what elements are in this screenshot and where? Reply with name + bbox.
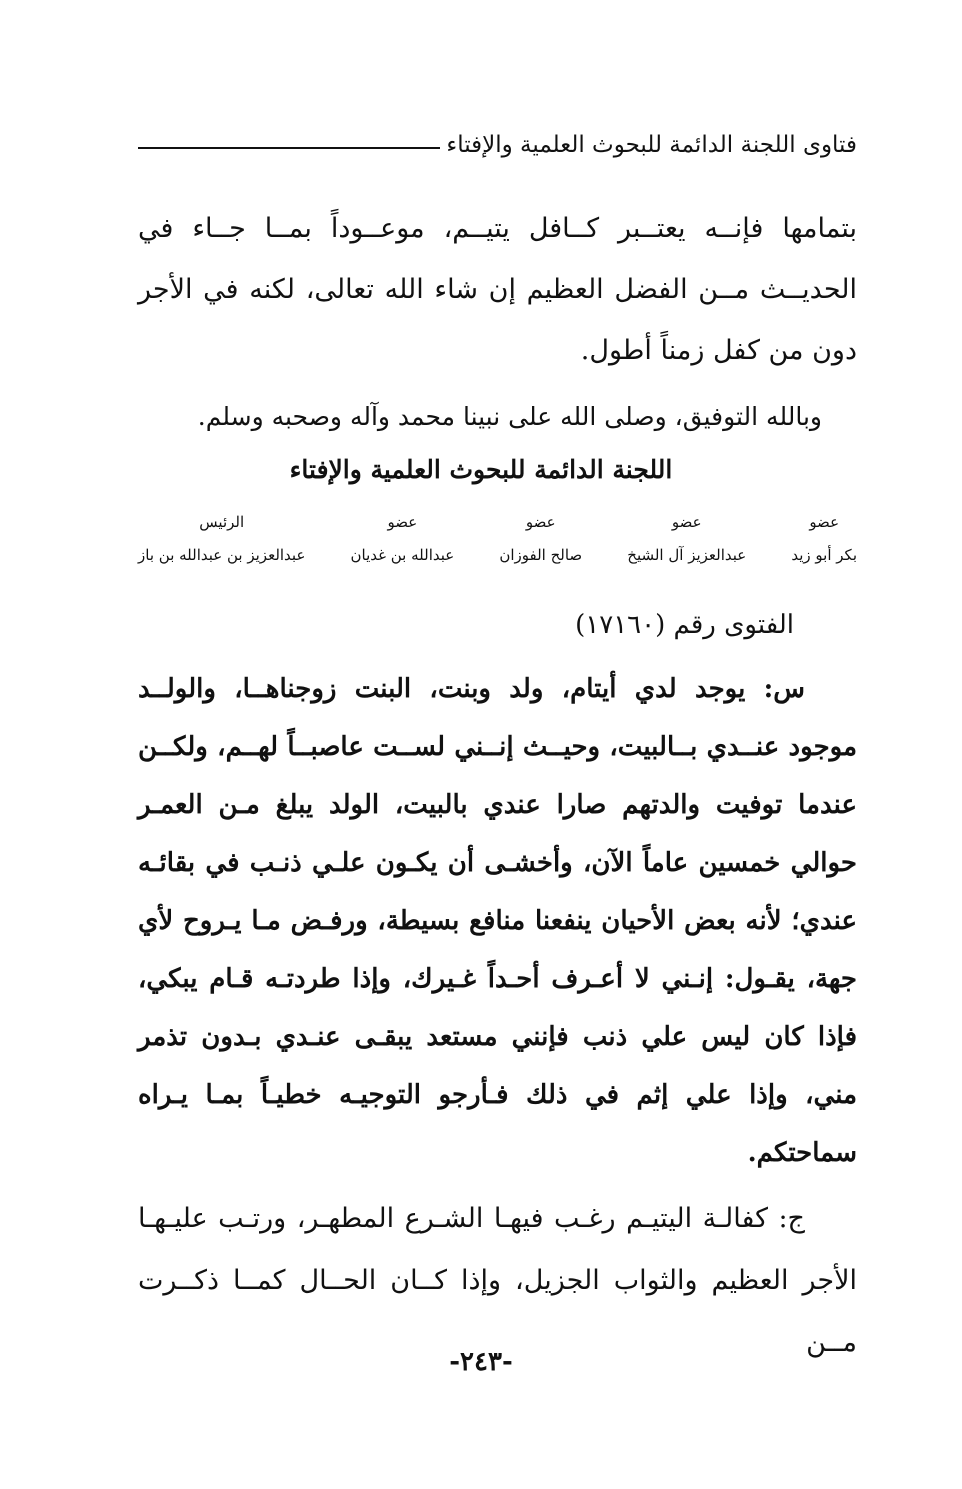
signatory [627,508,746,574]
signatory [351,508,455,574]
signatories [138,508,857,574]
answer-paragraph: ج: كفالـة اليتيـم رغـب فيهـا الشـرع المطهـر، ورتـب عليـهـا الأجر العظيم والثواب الجزيل، وإذا كــان الحــال كمــا ذكــرت مــن [138,1203,857,1358]
fatwa-number: الفتوى رقم (١٧١٦٠) [575,610,794,640]
closing-formula: وبالله التوفيق، وصلى الله على نبينا محمد وآله وصحبه وسلم. [197,402,822,431]
signatory-role: عضو [671,513,702,531]
committee-title: اللجنة الدائمة للبحوث العلمية والإفتاء [289,455,673,484]
signatory-role: عضو [525,513,556,531]
signatory-name: بكر أبو زيد [791,546,857,564]
signatory-name: عبدالعزيز بن عبدالله بن باز [138,546,306,564]
signatory [499,508,582,574]
continued-paragraph: بتمامها فإنــه يعتــبر كــافل يتيــم، موعــوداً بمــا جــاء في الحديــث مــن الفضل العظيم إن شاء الله تعالى، لكنه في الأجر دون من كفل زمناً أطول. [138,213,857,366]
header-rule [138,147,440,149]
question-paragraph: س: يوجد لدي أيتام، ولد وبنت، البنت زوجناهــا، والولــد موجود عنــدي بــالبيت، وحيــث إنــني لســت عاصبــاً لهــم، ولكــن عندما توفيت والدتهم صارا عندي بالبيت، الولد يبلغ مـن العمـر حوالي خمسين عاماً الآن، وأخشـى أن يكـون علـي ذنـب في بقائـه عندي؛ لأنه بعض الأحيان ينفعنا منافع بسيطة، ورفـض مـا يـروح لأي جهة، يقـول: إنـني لا أعـرف أحـداً غـيرك، وإذا طردتـه قـام يبكي، فإذا كان ليس علي ذنب فإنني مستعد يبقـى عنـدي بـدون تذمر مني، وإذا علي إثم في ذلك فـأرجو التوجيـه خطيـاً بمـا يـراه سماحتكم. [138,674,857,1168]
running-header [138,125,857,165]
signatory-role: الرئيس [199,513,245,531]
header-title: فتاوى اللجنة الدائمة للبحوث العلمية والإفتاء [446,132,857,158]
signatory-name: عبدالله بن غديان [350,546,455,564]
signatory [138,508,305,574]
signatory-name: صالح الفوزان [499,546,583,564]
signatory-role: عضو [387,513,418,531]
signatory [791,508,857,574]
signatory-name: عبدالعزيز آل الشيخ [627,546,747,564]
page-number: -٢٤٣- [449,1347,513,1377]
signatory-role: عضو [809,513,840,531]
